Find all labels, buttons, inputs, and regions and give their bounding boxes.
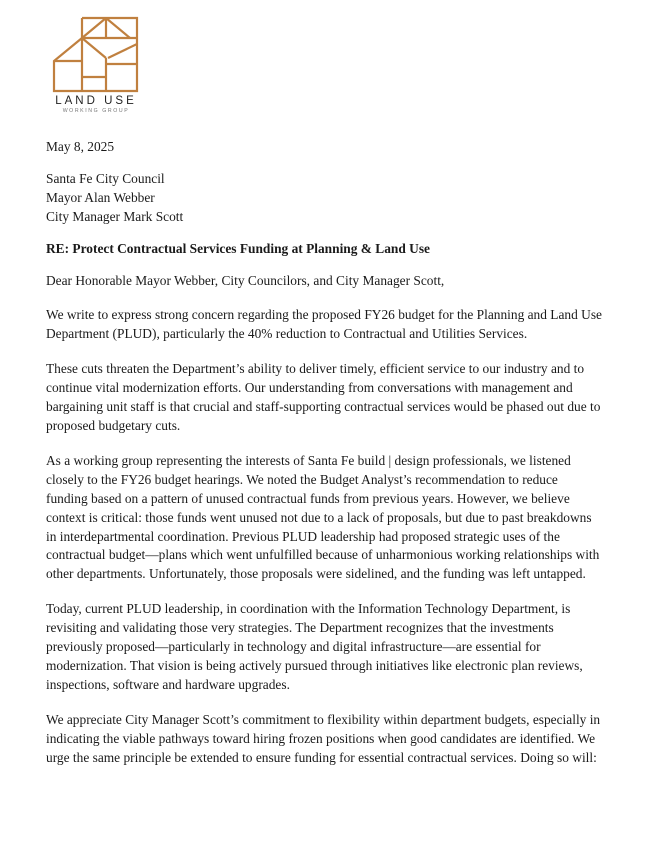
body-paragraph: These cuts threaten the Department’s ability to deliver timely, efficient service to our industry and to continue vital modernization efforts. Our understanding from conversations with management and bargaining unit staff is that crucial and staff-supporting contractual services would be phased out due to proposed budgetary cuts. [46, 361, 601, 433]
letter-date: May 8, 2025 [46, 139, 115, 154]
body-paragraph: We write to express strong concern regarding the proposed FY26 budget for the Planning and Land Use Department (PLUD), particularly the 40% reduction to Contractual and Utilities Services. [46, 307, 602, 342]
land-use-logo-icon [50, 14, 142, 94]
body-paragraph: As a working group representing the interests of Santa Fe build | design professionals, we listened closely to the FY26 budget hearings. We noted the Budget Analyst’s recommendation to reduce funding based on a pattern of unused contractual funds from previous years. However, we believe context is critical: those funds went unused not due to a lack of proposals, but due to past breakdowns in interdepartmental coordination. Previous PLUD leadership had proposed strategic uses of the contractual budget—plans which went unfulfilled because of unharmonious working relationships with other departments. Unfortunately, those proposals were sidelined, and the funding was left untapped. [46, 452, 600, 582]
salutation: Dear Honorable Mayor Webber, City Councilors, and City Manager Scott, [46, 272, 445, 288]
subject-line: RE: Protect Contractual Services Funding at Planning & Land Use [46, 240, 430, 256]
logo-subtitle: WORKING GROUP [62, 108, 130, 114]
logo-title: LAND USE [55, 95, 137, 107]
recipient: City Manager Mark Scott [46, 208, 184, 224]
recipient: Santa Fe City Council [46, 170, 165, 186]
recipients-block [46, 170, 602, 227]
body-paragraph: Today, current PLUD leadership, in coordination with the Information Technology Department, is revisiting and validating those very strategies. The Department recognizes that the investments previously proposed—particularly in technology and digital infrastructure—are essential for modernization. That vision is being actively pursued through initiatives like electronic plan reviews, inspections, software and hardware upgrades. [46, 601, 583, 692]
recipient: Mayor Alan Webber [46, 189, 155, 205]
letter-body [46, 138, 602, 783]
body-paragraph: We appreciate City Manager Scott’s commitment to flexibility within department budgets, especially in indicating the viable pathways toward hiring frozen positions when good candidates are identified. We urge the same principle be extended to ensure funding for essential contractual services. Doing so will: [46, 711, 601, 765]
